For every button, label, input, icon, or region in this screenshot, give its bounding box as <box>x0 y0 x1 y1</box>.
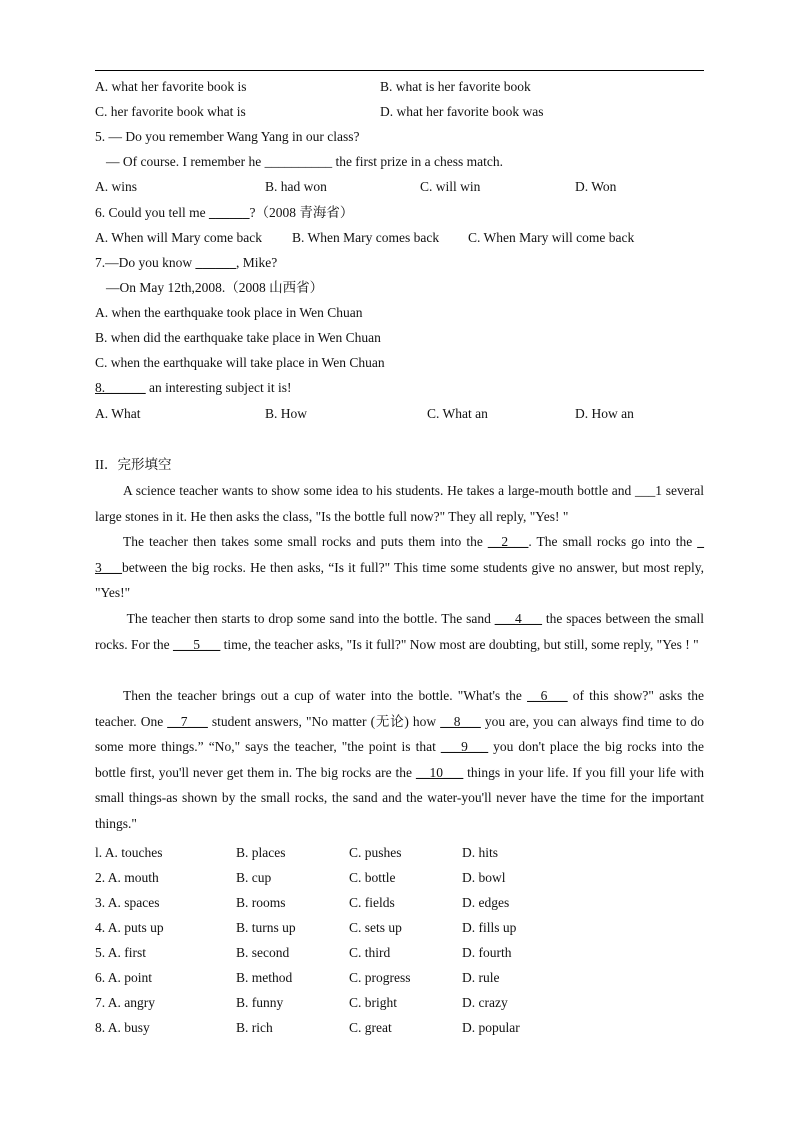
cloze-blank-5: ___5___ <box>173 636 221 652</box>
q7-option-c: C. when the earthquake will take place in Wen Chuan <box>95 355 385 370</box>
q6-stem-pre: 6. Could you tell me <box>95 205 209 220</box>
cloze-option-6-d: D. rule <box>462 970 500 985</box>
cloze-option-7-b: B. funny <box>236 995 284 1010</box>
cloze-option-8-b: B. rich <box>236 1020 273 1035</box>
q7-option-b: B. when did the earthquake take place in Wen Chuan <box>95 330 381 345</box>
cloze-blank-3: _ 3___ <box>95 534 704 575</box>
cloze-option-4-d: D. fills up <box>462 920 517 935</box>
q8-option-b: B. How <box>265 406 308 421</box>
cloze-option-5-a: 5. A. first <box>95 945 147 960</box>
cloze-paragraph-3 <box>95 606 704 657</box>
q5-option-d: D. Won <box>575 179 617 194</box>
cloze-paragraph-4 <box>95 683 704 837</box>
cloze-option-1-a: l. A. touches <box>95 845 163 860</box>
p4-text-3: student answers, "No matter (无论) how <box>207 713 441 729</box>
cloze-option-7-d: D. crazy <box>462 995 508 1010</box>
cloze-blank-8: __8___ <box>440 713 481 729</box>
cloze-option-8-a: 8. A. busy <box>95 1020 150 1035</box>
cloze-blank-4: ___4___ <box>494 611 542 626</box>
cloze-option-4-b: B. turns up <box>236 920 296 935</box>
cloze-option-1-d: D. hits <box>462 845 499 860</box>
q4-option-b: B. what is her favorite book <box>380 79 531 94</box>
q7-option-a: A. when the earthquake took place in Wen Chuan <box>95 305 363 320</box>
cloze-option-8-c: C. great <box>349 1020 392 1035</box>
q6-blank: ______ <box>209 205 250 220</box>
q8-number-blank: 8.______ <box>95 380 146 395</box>
q7-answer: —On May 12th,2008.（2008 山西省） <box>106 280 324 295</box>
cloze-option-8-d: D. popular <box>462 1020 520 1035</box>
q5-option-a: A. wins <box>95 179 138 194</box>
p3-text-1: The teacher then starts to drop some sand into the bottle. The sand <box>123 611 495 626</box>
p2-text-1: The teacher then takes some small rocks and puts them into the <box>123 534 488 549</box>
cloze-option-2-d: D. bowl <box>462 870 506 885</box>
cloze-option-7-a: 7. A. angry <box>95 995 155 1010</box>
p4-text-5: you don't place the big rocks into the bottle first, you'll never get them in. The big rocks are the <box>95 739 705 780</box>
p4-text-1: Then the teacher brings out a cup of water into the bottle. "What's the <box>123 688 528 703</box>
q8-stem-post: an interesting subject it is! <box>145 380 292 395</box>
q6-stem-post: ?（2008 青海省） <box>249 205 354 220</box>
cloze-option-3-c: C. fields <box>349 895 395 910</box>
cloze-option-6-a: 6. A. point <box>95 970 153 985</box>
p2-text-3: between the big rocks. He then asks, “Is it full?" This time some students give no answer, but most reply, "Yes!" <box>95 559 704 601</box>
q7-blank: ______ <box>195 255 236 270</box>
cloze-option-3-a: 3. A. spaces <box>95 895 160 910</box>
cloze-option-1-b: B. places <box>236 845 286 860</box>
cloze-option-4-c: C. sets up <box>349 920 402 935</box>
q4-option-d: D. what her favorite book was <box>380 104 544 119</box>
q6-option-b: B. When Mary comes back <box>292 230 440 245</box>
cloze-option-6-b: B. method <box>236 970 293 985</box>
q5-reply <box>106 153 503 171</box>
p3-text-2: the spaces between the small rocks. For the <box>95 611 704 652</box>
q7-stem-pre: 7.—Do you know <box>95 255 196 270</box>
q6-option-a: A. When will Mary come back <box>95 230 262 245</box>
p1-text-2: several large stones in it. He then asks the class, "Is the bottle full now?" They all reply, "Yes! " <box>95 483 704 524</box>
cloze-option-2-c: C. bottle <box>349 870 396 885</box>
q4-option-c: C. her favorite book what is <box>95 104 246 119</box>
q8-stem <box>95 379 291 397</box>
cloze-option-5-b: B. second <box>236 945 290 960</box>
q7-stem <box>95 254 277 272</box>
cloze-option-6-c: C. progress <box>349 970 411 985</box>
cloze-option-1-c: C. pushes <box>349 845 402 860</box>
q5-option-b: B. had won <box>265 179 327 194</box>
q8-option-c: C. What an <box>427 406 488 421</box>
section-heading: II．完形填空 <box>95 457 172 472</box>
q8-option-d: D. How an <box>575 406 634 421</box>
q6-stem <box>95 204 353 222</box>
cloze-blank-1: ___1 <box>635 483 663 498</box>
q7-stem-post: , Mike? <box>236 255 278 270</box>
cloze-paragraph-2 <box>95 529 704 606</box>
q5-option-c: C. will win <box>420 179 481 194</box>
cloze-option-7-c: C. bright <box>349 995 398 1010</box>
q8-option-a: A. What <box>95 406 141 421</box>
cloze-blank-6: __6___ <box>527 688 568 703</box>
header-rule <box>95 70 704 71</box>
q5-blank: __________ <box>264 154 333 169</box>
cloze-blank-9: ___9___ <box>440 739 489 755</box>
cloze-option-5-c: C. third <box>349 945 391 960</box>
q5-stem: 5. — Do you remember Wang Yang in our class? <box>95 129 360 144</box>
q5-reply-pre: — Of course. I remember he <box>106 154 265 169</box>
q4-option-a: A. what her favorite book is <box>95 79 247 94</box>
p1-text-1: A science teacher wants to show some idea to his students. He takes a large-mouth bottle and <box>123 483 636 498</box>
cloze-blank-10: __10___ <box>415 764 464 780</box>
cloze-option-3-b: B. rooms <box>236 895 286 910</box>
cloze-blank-7: __7___ <box>167 713 208 729</box>
cloze-option-4-a: 4. A. puts up <box>95 920 164 935</box>
p2-text-2: . The small rocks go into the <box>528 534 698 549</box>
p4-text-2: of this show?" asks the teacher. One <box>95 688 704 729</box>
p4-text-4: you are, you can always find time to do some more things.” “No," says the teacher, "the point is that <box>95 713 705 755</box>
cloze-paragraph-1 <box>95 478 704 529</box>
q5-reply-post: the first prize in a chess match. <box>332 154 504 169</box>
p3-text-3: time, the teacher asks, "Is it full?" Now most are doubting, but still, some reply, "Yes ! " <box>220 636 699 652</box>
cloze-option-2-a: 2. A. mouth <box>95 870 159 885</box>
cloze-option-3-d: D. edges <box>462 895 510 910</box>
cloze-option-2-b: B. cup <box>236 870 272 885</box>
q6-option-c: C. When Mary will come back <box>468 230 635 245</box>
cloze-option-5-d: D. fourth <box>462 945 512 960</box>
p4-text-6: things in your life. If you fill your life with small things-as shown by the small rocks, the sand and the water-you'll never have the time for the important things." <box>95 764 704 831</box>
cloze-blank-2: __2___ <box>487 534 529 549</box>
